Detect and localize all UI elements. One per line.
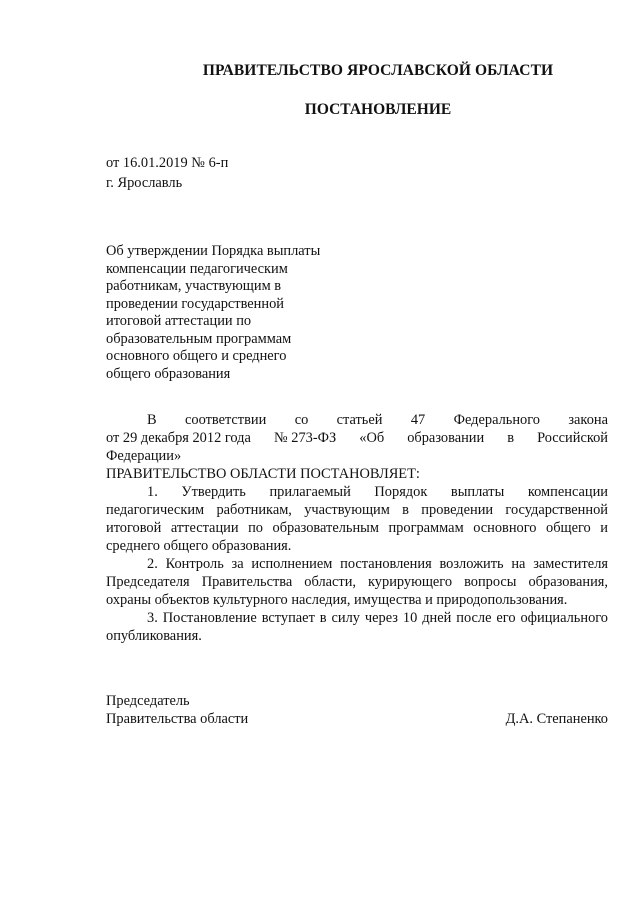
preamble-word: со [294,412,309,428]
document-body [106,411,608,645]
signer-position-line-1: Председатель [106,693,190,709]
subject-line: проведении государственной [106,295,284,312]
subject-line: образовательным программам [106,330,292,347]
subject-line: основного общего и среднего [106,348,287,364]
preamble-word: соответствии [184,412,267,428]
subject-line: Об утверждении Порядка выплаты [106,243,321,259]
preamble-word: статьей [336,412,383,428]
resolution-clause: ПРАВИТЕЛЬСТВО ОБЛАСТИ ПОСТАНОВЛЯЕТ: [106,466,420,482]
document-subject [106,243,346,383]
preamble-line-2 [106,429,608,447]
subject-line: работникам, участвующим в [106,278,282,294]
preamble-word: образовании [407,430,485,446]
document-city: г. Ярославль [106,175,183,191]
signature-block [106,692,608,728]
resolution-item-2: 2. Контроль за исполнением постановления возложить на заместителя Председателя Правительства области, курирующего вопросы образования, охраны объектов культурного наследия, имущества и природопользования. [106,556,608,608]
subject-line: общего образования [106,365,231,382]
signer-position-line-2: Правительства области [106,711,249,727]
signer-name: Д.А. Степаненко [505,711,608,727]
preamble-word: Российской [537,430,608,446]
preamble-word: В [147,412,157,428]
document-date-number: от 16.01.2019 № 6-п [106,155,229,171]
subject-line: итоговой аттестации по [106,313,252,329]
signature-row [106,710,608,728]
preamble-word: 47 [410,412,426,428]
preamble-line-1 [106,411,608,429]
law-date: от 29 декабря 2012 года [106,430,251,446]
document-type-title: ПОСТАНОВЛЕНИЕ [304,101,452,118]
resolution-item-3: 3. Постановление вступает в силу через 10 дней после его официального опубликования. [106,610,608,644]
resolution-item-1: 1. Утвердить прилагаемый Порядок выплаты компенсации педагогическим работникам, участвующим в проведении государственной итоговой аттестации по образовательным программам основного общего и среднего общего образования. [106,484,608,554]
preamble-word: в [507,430,515,446]
preamble-word: закона [568,412,608,428]
government-title: ПРАВИТЕЛЬСТВО ЯРОСЛАВСКОЙ ОБЛАСТИ [202,62,554,79]
law-number: № 273-ФЗ [273,430,337,446]
preamble-line-3: Федерации» [106,448,182,464]
preamble-word: «Об [359,430,385,446]
preamble-word: Федерального [453,412,540,428]
subject-line: компенсации педагогическим [106,260,288,277]
